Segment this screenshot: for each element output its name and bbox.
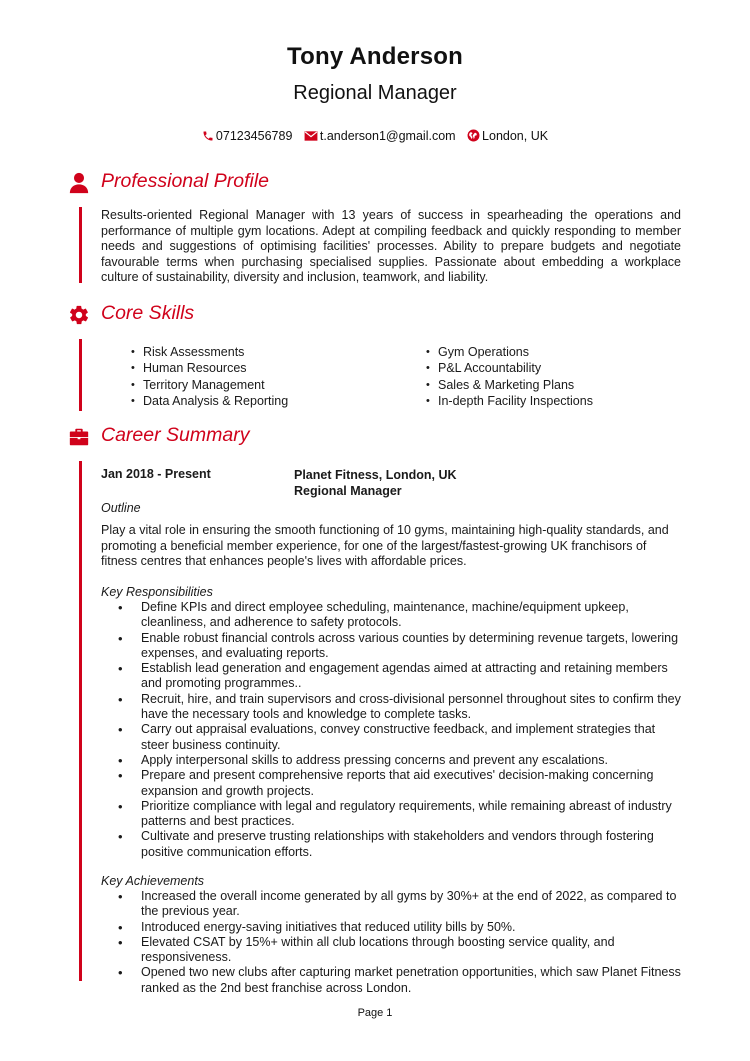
- list-item: • Apply interpersonal skills to address pressing concerns and prevent any escalations.: [101, 753, 681, 768]
- contact-location: [467, 129, 548, 143]
- list-item: • Prepare and present comprehensive reports that aid executives' decision-making concerning expansion and growth projects.: [101, 768, 681, 799]
- list-item: • Define KPIs and direct employee scheduling, maintenance, machine/equipment upkeep, cleanliness, and adherence to safety protocols.: [101, 600, 681, 631]
- skills-list-left: [131, 345, 288, 410]
- candidate-name: Tony Anderson: [287, 43, 463, 70]
- achievements-label: Key Achievements: [101, 874, 205, 888]
- skill-item: • Risk Assessments: [131, 345, 288, 361]
- list-item: • Establish lead generation and engagement agendas aimed at attracting and retaining members and promoting programmes..: [101, 661, 681, 692]
- section-bar-profile: [79, 207, 82, 283]
- candidate-role: Regional Manager: [293, 82, 457, 104]
- skill-item: • Human Resources: [131, 361, 288, 377]
- list-item: • Prioritize compliance with legal and regulatory requirements, while remaining abreast of industry patterns and best practices.: [101, 799, 681, 830]
- job-company-block: [294, 467, 457, 499]
- job-date: Jan 2018 - Present: [101, 467, 211, 481]
- outline-label: Outline: [101, 501, 141, 515]
- briefcase-icon: [68, 426, 90, 448]
- skill-item: • Sales & Marketing Plans: [426, 378, 593, 394]
- section-title-skills: Core Skills: [101, 302, 195, 324]
- achievements-list: [101, 889, 681, 996]
- section-bar-skills: [79, 339, 82, 411]
- list-item: • Enable robust financial controls across various counties by determining revenue targets, lowering expenses, and evaluating reports.: [101, 631, 681, 662]
- outline-text: Play a vital role in ensuring the smooth functioning of 10 gyms, maintaining high-quality standards, and promoting a beneficial member experience, for one of the largest/fastest-growing UK franchisors of fitness centres that enhances people's lives with affordable prices.: [101, 523, 669, 569]
- phone-icon: [202, 130, 214, 142]
- list-item: • Elevated CSAT by 15%+ within all club locations through boosting service quality, and responsiveness.: [101, 935, 681, 966]
- phone-text: 07123456789: [215, 129, 293, 143]
- skill-item: • Territory Management: [131, 378, 288, 394]
- section-title-profile: Professional Profile: [101, 170, 269, 192]
- gear-icon: [68, 304, 90, 326]
- job-company: Planet Fitness, London, UK: [294, 468, 457, 482]
- profile-text: Results-oriented Regional Manager with 13 years of success in spearheading the operations and performance of multiple gym locations. Adept at compiling feedback and quickly responding to member needs and suggestions of optimising facilities' processes. Ability to prepare budgets and negotiate favourable terms when purchasing specialised supplies. Passionate about embedding a workplace culture of sustainability, diversity and inclusion, teamwork, and liability.: [101, 208, 681, 285]
- section-bar-career: [79, 461, 82, 981]
- list-item: • Introduced energy-saving initiatives that reduced utility bills by 50%.: [101, 920, 681, 935]
- contact-phone: [202, 129, 292, 143]
- list-item: • Carry out appraisal evaluations, convey constructive feedback, and implement strategies that steer business continuity.: [101, 722, 681, 753]
- skill-item: • P&L Accountability: [426, 361, 593, 377]
- skill-item: • Gym Operations: [426, 345, 593, 361]
- section-title-career: Career Summary: [101, 424, 250, 446]
- location-text: London, UK: [482, 129, 549, 143]
- globe-icon: [467, 129, 480, 142]
- list-item: • Increased the overall income generated by all gyms by 30%+ at the end of 2022, as compared to the previous year.: [101, 889, 681, 920]
- list-item: • Opened two new clubs after capturing market penetration opportunities, which saw Planet Fitness ranked as the 2nd best franchise across London.: [101, 965, 681, 996]
- job-position: Regional Manager: [294, 484, 402, 498]
- contact-email[interactable]: [304, 129, 456, 143]
- list-item: • Cultivate and preserve trusting relationships with stakeholders and vendors through fostering positive communication efforts.: [101, 829, 681, 860]
- email-text: t.anderson1@gmail.com: [319, 129, 456, 143]
- list-item: • Recruit, hire, and train supervisors and cross-divisional personnel throughout sites to confirm they have the necessary tools and knowledge to complete tasks.: [101, 692, 681, 723]
- user-icon: [68, 172, 90, 194]
- contact-line: [0, 129, 750, 143]
- responsibilities-label: Key Responsibilities: [101, 585, 213, 599]
- skills-list-right: [426, 345, 593, 410]
- envelope-icon: [304, 130, 318, 142]
- responsibilities-list: [101, 600, 681, 860]
- skill-item: • In-depth Facility Inspections: [426, 394, 593, 410]
- skill-item: • Data Analysis & Reporting: [131, 394, 288, 410]
- page-number: Page 1: [357, 1007, 393, 1019]
